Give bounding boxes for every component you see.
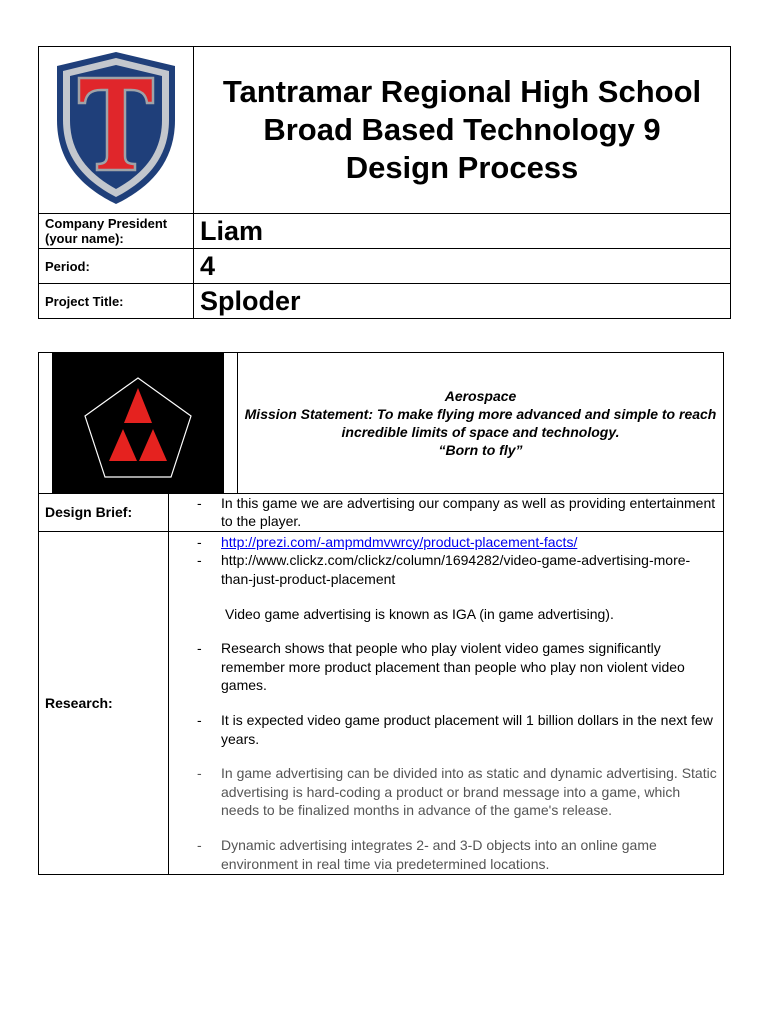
design-process-table bbox=[38, 352, 724, 875]
title-cell bbox=[194, 47, 731, 214]
iga-note: Video game advertising is known as IGA (in game advertising). bbox=[225, 605, 614, 622]
mission-block bbox=[238, 353, 723, 493]
research-content bbox=[169, 531, 724, 874]
project-title-row bbox=[39, 284, 731, 319]
company-logo bbox=[52, 353, 224, 493]
shield-logo-icon bbox=[51, 48, 181, 208]
president-row bbox=[39, 214, 731, 249]
list-item: - It is expected video game product placement will 1 billion dollars in the next few years. bbox=[197, 711, 719, 748]
period-value: 4 bbox=[194, 249, 731, 284]
course-title: Broad Based Technology 9 bbox=[263, 112, 661, 147]
company-header-row bbox=[39, 353, 724, 494]
header-table bbox=[38, 46, 731, 319]
list-item bbox=[197, 533, 719, 551]
list-item: - http://www.clickz.com/clickz/column/1694282/video-game-advertising-more-than-just-product-placement bbox=[197, 551, 719, 588]
school-title: Tantramar Regional High School bbox=[222, 74, 702, 109]
list-item: - Dynamic advertising integrates 2- and 3-D objects into an online game environment in real time via predetermined locations. bbox=[197, 836, 719, 873]
company-name: Aerospace bbox=[444, 388, 517, 404]
period-row bbox=[39, 249, 731, 284]
president-label: Company President (your name): bbox=[39, 214, 194, 249]
prezi-link[interactable]: http://prezi.com/-ampmdmvwrcy/product-placement-facts/ bbox=[221, 533, 578, 550]
design-brief-content bbox=[169, 494, 724, 532]
list-item: - In this game we are advertising our company as well as providing entertainment to the player. bbox=[197, 494, 719, 531]
period-label: Period: bbox=[39, 249, 194, 284]
design-brief-row bbox=[39, 494, 724, 532]
document-title: Design Process bbox=[345, 150, 579, 185]
company-slogan: “Born to fly” bbox=[438, 442, 523, 458]
design-brief-label: Design Brief: bbox=[39, 494, 169, 532]
list-item: - In game advertising can be divided into as static and dynamic advertising. Static advertising is hard-coding a product or brand message into a game, which needs to be finalized months in advance of the game's release. bbox=[197, 764, 719, 819]
project-title-value: Sploder bbox=[194, 284, 731, 319]
president-value: Liam bbox=[194, 214, 731, 249]
research-row bbox=[39, 531, 724, 874]
red-triangles-pentagon-icon bbox=[52, 353, 224, 493]
research-label: Research: bbox=[39, 531, 169, 874]
school-logo-cell bbox=[39, 47, 194, 214]
mission-statement: Mission Statement: To make flying more advanced and simple to reach incredible limits of space and technology. bbox=[244, 406, 717, 440]
project-title-label: Project Title: bbox=[39, 284, 194, 319]
list-item: - Research shows that people who play violent video games significantly remember more product placement than people who play non violent video games. bbox=[197, 639, 719, 694]
